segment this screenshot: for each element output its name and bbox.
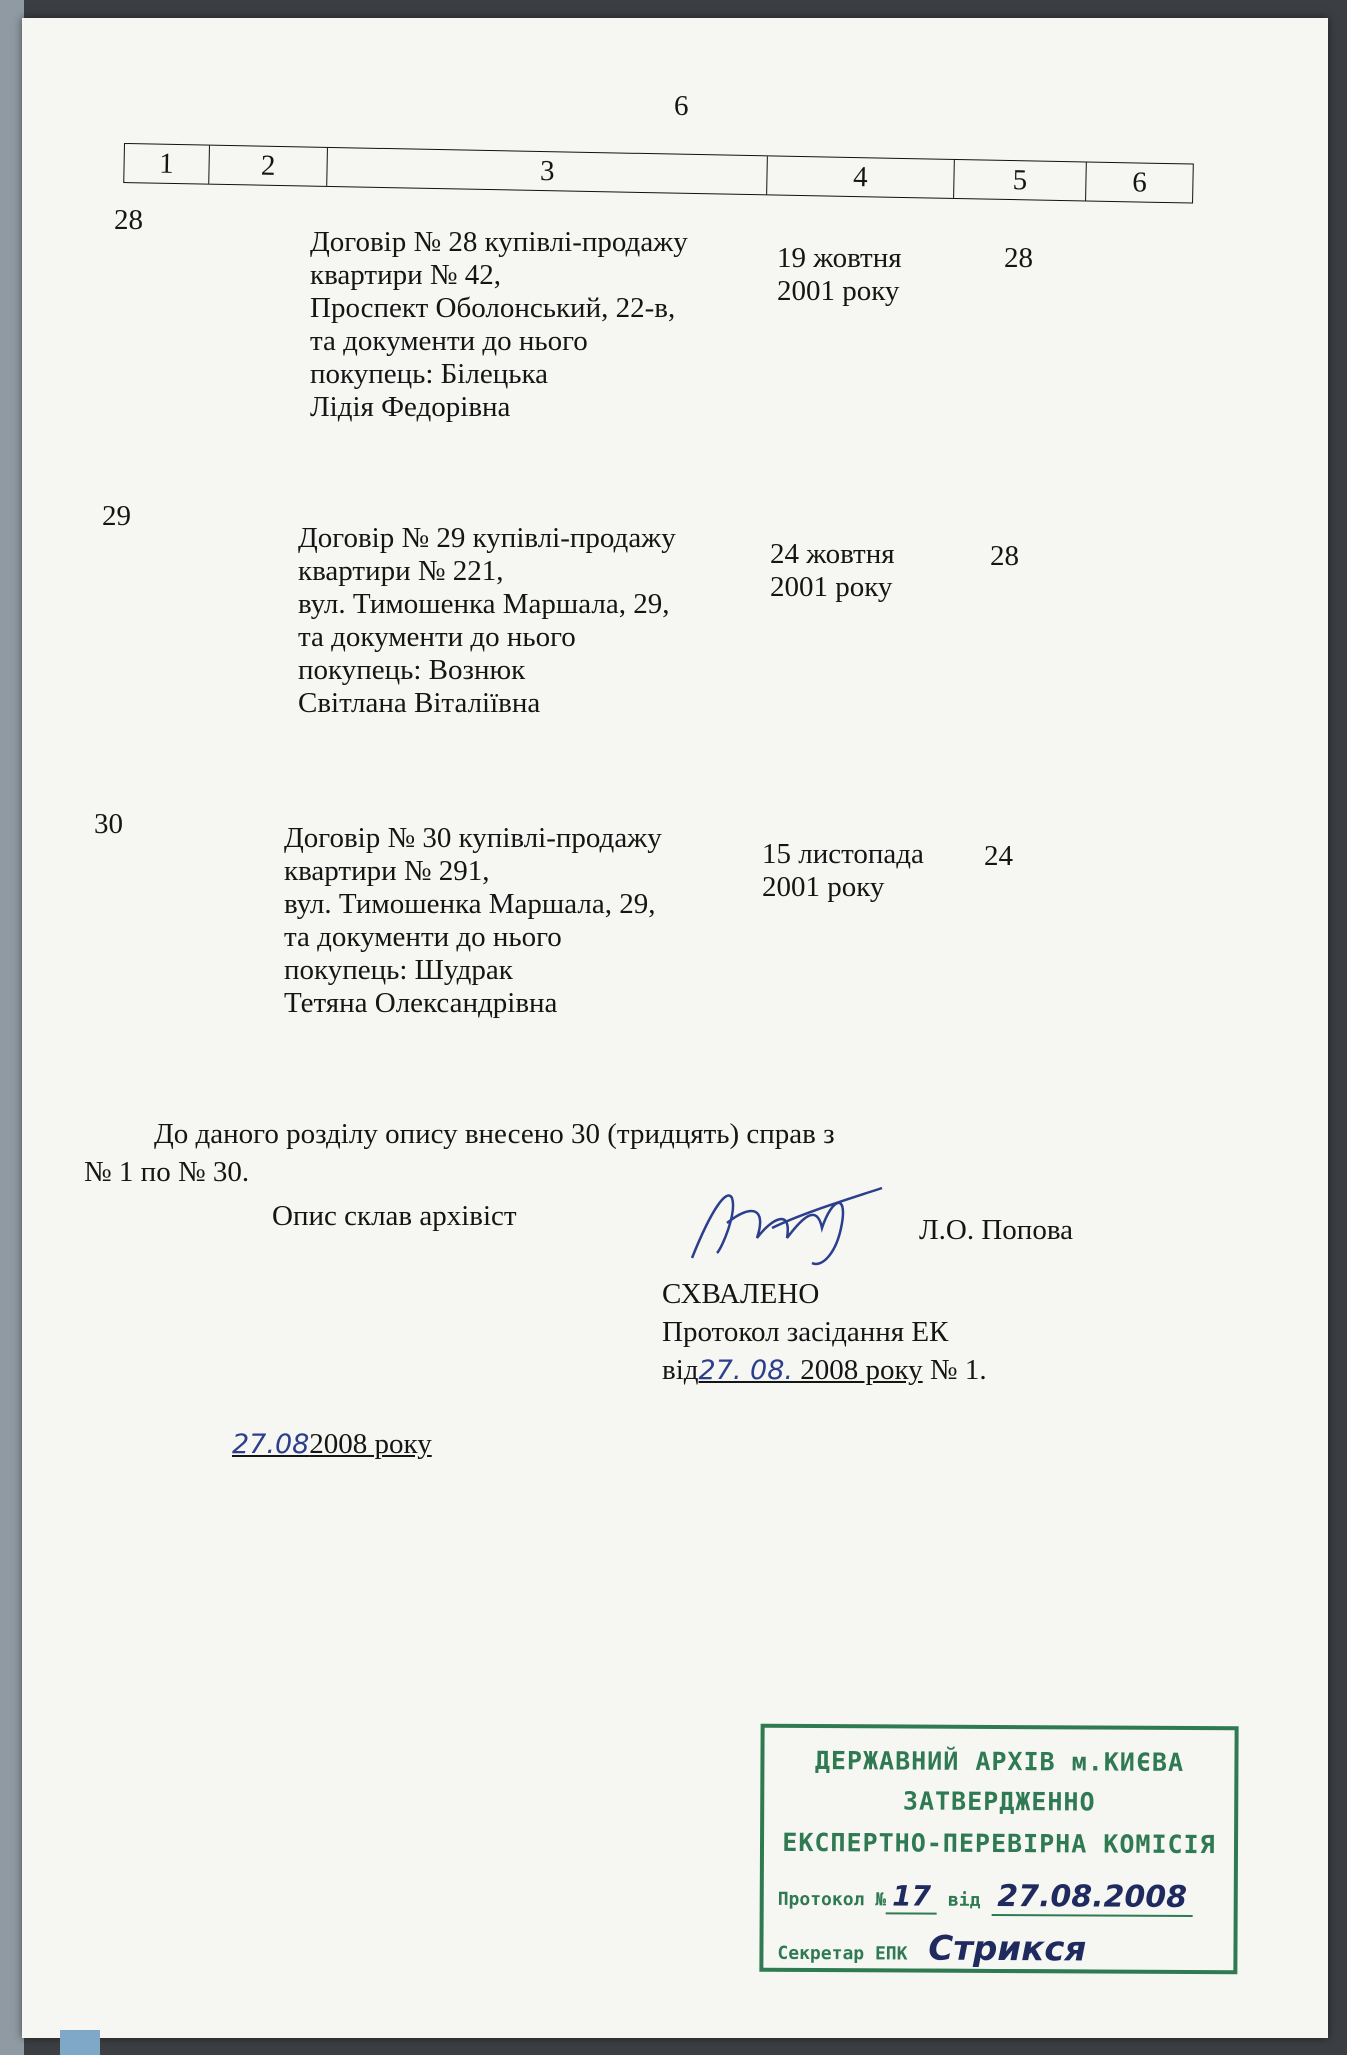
- row-number: 30: [94, 808, 123, 840]
- column-header: 3: [328, 148, 768, 194]
- row-date: 19 жовтня 2001 року: [777, 242, 902, 307]
- archivist-signature: [672, 1168, 892, 1278]
- stamp-protocol-line: Протокол № 17 від 27.08.2008: [778, 1878, 1194, 1915]
- bookmark-ribbon: [60, 2030, 100, 2055]
- column-header-table: [123, 143, 1194, 204]
- column-header: 4: [767, 156, 954, 198]
- row-description: Договір № 28 купівлі-продажу квартири № 42, Проспект Оболонський, 22-в, та документи до нього покупець: Білецька Лідія Федорівна: [310, 226, 688, 423]
- approval-date: 27. 08. 2008 року: [698, 1354, 923, 1386]
- compiler-label: Опис склав архівіст: [272, 1200, 517, 1232]
- row-number: 28: [114, 204, 143, 236]
- row-description: Договір № 30 купівлі-продажу квартири № 291, вул. Тимошенка Маршала, 29, та документи до нього покупець: Шудрак Тетяна Олександрівна: [284, 822, 662, 1019]
- page-number: 6: [674, 90, 689, 122]
- stamp-secretary-line: Секретар ЕПК Стрикся: [777, 1928, 1096, 1970]
- approval-date-line: від27. 08. 2008 року № 1.: [662, 1354, 987, 1386]
- approval-stamp: ДЕРЖАВНИЙ АРХІВ м.КИЄВА ЗАТВЕРДЖЕННО ЕКСПЕРТНО-ПЕРЕВІРНА КОМІСІЯ Протокол № 17 від 27.08.2008 Секретар ЕПК Стрикся: [759, 1724, 1238, 1974]
- column-header: 6: [1132, 165, 1148, 199]
- approval-title: СХВАЛЕНО: [662, 1278, 820, 1310]
- compiler-name: Л.О. Попова: [919, 1214, 1074, 1246]
- row-sheets: 28: [1004, 242, 1033, 274]
- row-number: 29: [102, 500, 131, 532]
- row-description: Договір № 29 купівлі-продажу квартири № 221, вул. Тимошенка Маршала, 29, та документи до нього покупець: Вознюк Світлана Віталіївна: [298, 522, 676, 719]
- row-date: 15 листопада 2001 року: [762, 838, 924, 903]
- binder-spine: [0, 0, 24, 2055]
- column-header: 5: [954, 160, 1087, 201]
- summary-line-2: № 1 по № 30.: [84, 1156, 250, 1188]
- column-header: 2: [209, 146, 328, 186]
- column-header: 1: [124, 144, 209, 184]
- approval-protocol: Протокол засідання ЕК: [662, 1316, 949, 1348]
- row-date: 24 жовтня 2001 року: [770, 538, 895, 603]
- row-sheets: 28: [990, 540, 1019, 572]
- summary-line-1: До даного розділу опису внесено 30 (тридцять) справ з: [154, 1118, 835, 1150]
- row-sheets: 24: [984, 840, 1013, 872]
- document-page: [22, 18, 1328, 2038]
- bottom-date: 27.082008 року: [232, 1428, 432, 1460]
